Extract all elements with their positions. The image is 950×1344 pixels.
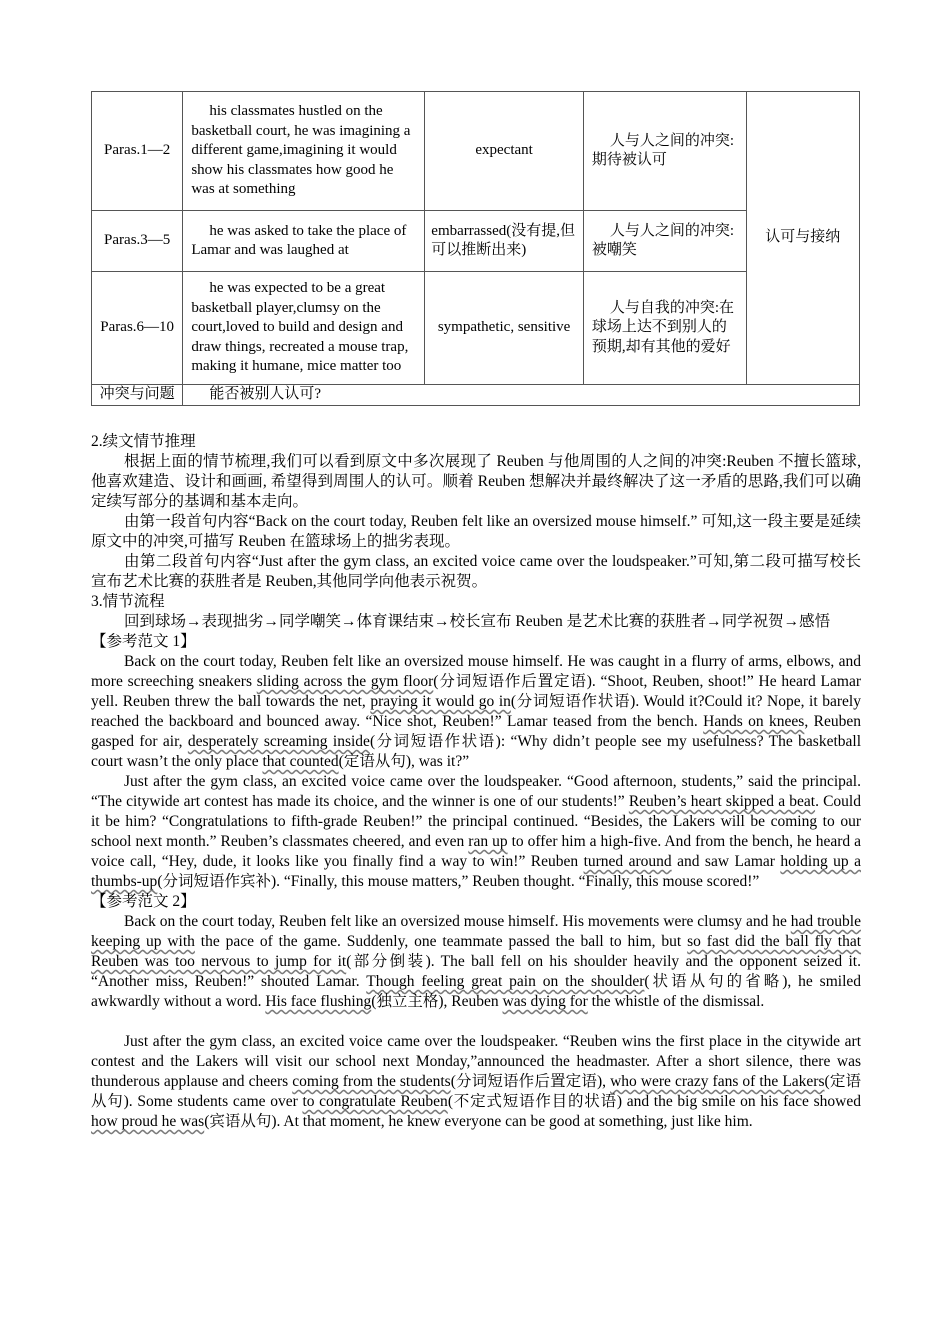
section-plot-reasoning xyxy=(91,432,861,1132)
highlighted-phrase: had trouble keeping up with xyxy=(91,913,861,950)
highlighted-phrase: that counted xyxy=(262,753,339,770)
plot-cell: he was expected to be a great basketball player,clumsy on the court,loved to build and design and draw things, recreated a mouse trap, making it humane, mice matter too xyxy=(183,272,425,385)
highlighted-phrase: praying it would go in xyxy=(370,693,511,710)
section-heading: 2.续文情节推理 xyxy=(91,433,196,450)
paragraph: 由第一段首句内容“Back on the court today, Reuben felt like an oversized mouse himself.” 可知,这一段主要是延续原文中的冲突,可描写 Reuben 在篮球场上的拙劣表现。 xyxy=(91,513,861,550)
highlighted-phrase: how proud he was xyxy=(91,1113,205,1130)
essay-paragraph: Just after the gym class, an excited voice came over the loudspeaker. “Good afternoon, students,” said the principal. “The citywide art contest has made its choice, and the winner is one of our students!” Reuben’s heart skipped a beat. Could it be him? “Congratulations to fifth-grade Reuben!” the principal continued. “Besides, the Lakers will be coming to our school next month.” Reuben’s classmates cheered, and even ran up to offer him a high-five. And from the bench, he heard a voice call, “Hey, dude, it looks like you finally find a way to win!” Reuben turned around and saw Lamar holding up a thumbs-up(分词短语作宾补). “Finally, this mouse matters,” Reuben thought. “Finally, this mouse scored!” xyxy=(91,773,862,890)
essay-heading: 【参考范文 1】 xyxy=(91,633,196,650)
conflict-cell: 人与自我的冲突:在球场上达不到别人的预期,却有其他的爱好 xyxy=(583,272,746,385)
section-heading: 3.情节流程 xyxy=(91,593,165,610)
para-range-cell: Paras.6—10 xyxy=(92,272,183,385)
para-range-cell: Paras.3—5 xyxy=(92,211,183,272)
table-row xyxy=(92,211,860,272)
essay-paragraph: Back on the court today, Reuben felt like an oversized mouse himself. He was caught in a flurry of arms, elbows, and more screeching sneakers sliding across the gym floor(分词短语作后置定语). “Shoot, Reuben, shoot!” He heard Lamar yell. Reuben threw the ball towards the net, praying it would go in(分词短语作状语). Would it?Could it? Nope, it barely reached the backboard and bounced away. “Nice shot, Reuben!” Lamar teased from the bench. Hands on knees, Reuben gasped for air, desperately screaming inside(分词短语作状语): “Why didn’t people see my usefulness? The basketball court wasn’t the only place that counted(定语从句), was it?” xyxy=(91,653,862,770)
highlighted-phrase: His face flushing xyxy=(265,993,372,1010)
table-row xyxy=(92,385,860,406)
plot-analysis-table xyxy=(91,91,860,406)
conflict-question-cell: 能否被别人认可? xyxy=(183,385,860,406)
highlighted-phrase: ran up xyxy=(468,833,508,850)
table-row xyxy=(92,92,860,211)
essay-heading: 【参考范文 2】 xyxy=(91,893,196,910)
para-range-cell: Paras.1—2 xyxy=(92,92,183,211)
emotion-cell: sympathetic, sensitive xyxy=(425,272,584,385)
highlighted-phrase: who were crazy fans of the Lakers xyxy=(610,1073,825,1090)
conflict-cell: 人与人之间的冲突:被嘲笑 xyxy=(583,211,746,272)
conflict-cell: 人与人之间的冲突:期待被认可 xyxy=(583,92,746,211)
highlighted-phrase: to congratulate Reuben xyxy=(302,1093,448,1110)
emotion-cell: embarrassed(没有提,但可以推断出来) xyxy=(425,211,584,272)
conflict-label-cell: 冲突与问题 xyxy=(92,385,183,406)
highlighted-phrase: desperately screaming inside xyxy=(187,733,370,750)
highlighted-phrase: coming from the students xyxy=(292,1073,451,1090)
table-row xyxy=(92,272,860,385)
emotion-cell: expectant xyxy=(425,92,584,211)
highlighted-phrase: Reuben’s heart skipped a beat xyxy=(628,793,816,810)
highlighted-phrase: holding up a thumbs-up xyxy=(91,853,861,890)
plot-flow: 回到球场→表现拙劣→同学嘲笑→体育课结束→校长宣布 Reuben 是艺术比赛的获胜者→同学祝贺→感悟 xyxy=(124,613,831,630)
plot-cell: he was asked to take the place of Lamar and was laughed at xyxy=(183,211,425,272)
paragraph: 根据上面的情节梳理,我们可以看到原文中多次展现了 Reuben 与他周围的人之间的冲突:Reuben 不擅长篮球,他喜欢建造、设计和画画, 希望得到周围人的认可。顺着 Reuben 想解决并最终解决了这一矛盾的思路,我们可以确定续写部分的基调和基本走向。 xyxy=(91,453,861,510)
plot-cell: his classmates hustled on the basketball court, he was imagining a different game,imagining it would show his classmates how good he was at something xyxy=(183,92,425,211)
highlighted-phrase: so fast did the ball fly that Reuben was too nervous to jump for it xyxy=(91,933,862,970)
essay-paragraph: Just after the gym class, an excited voice came over the loudspeaker. “Reuben wins the first place in the citywide art contest and the Lakers will visit our school next Monday,”announced the headmaster. After a short silence, there was thunderous applause and cheers coming from the students(分词短语作后置定语), who were crazy fans of the Lakers(定语从句). Some students came over to congratulate Reuben(不定式短语作目的状语) and the big smile on his face showed how proud he was(宾语从句). At that moment, he knew everyone can be good at something, just like him. xyxy=(91,1033,861,1130)
essay-paragraph: Back on the court today, Reuben felt like an oversized mouse himself. His movements were clumsy and he had trouble keeping up with the pace of the game. Suddenly, one teammate passed the ball to him, but so fast did the ball fly that Reuben was too nervous to jump for it(部分倒装). The ball fell on his shoulder heavily and the opponent seized it. “Another miss, Reuben!” shouted Lamar. Though feeling great pain on the shoulder(状语从句的省略), he smiled awkwardly without a word. His face flushing(独立主格), Reuben was dying for the whistle of the dismissal. xyxy=(91,913,862,1010)
highlighted-phrase: turned around xyxy=(583,853,672,870)
highlighted-phrase: Though feeling great pain on the shoulder xyxy=(366,973,645,990)
paragraph: 由第二段首句内容“Just after the gym class, an excited voice came over the loudspeaker.”可知,第二段可描写校长宣布艺术比赛的获胜者是 Reuben,其他同学向他表示祝贺。 xyxy=(91,553,861,590)
highlighted-phrase: Hands on knees xyxy=(703,713,805,730)
highlighted-phrase: sliding across the gym floor xyxy=(256,673,434,690)
theme-cell: 认可与接纳 xyxy=(746,92,859,385)
highlighted-phrase: was dying for xyxy=(502,993,588,1010)
